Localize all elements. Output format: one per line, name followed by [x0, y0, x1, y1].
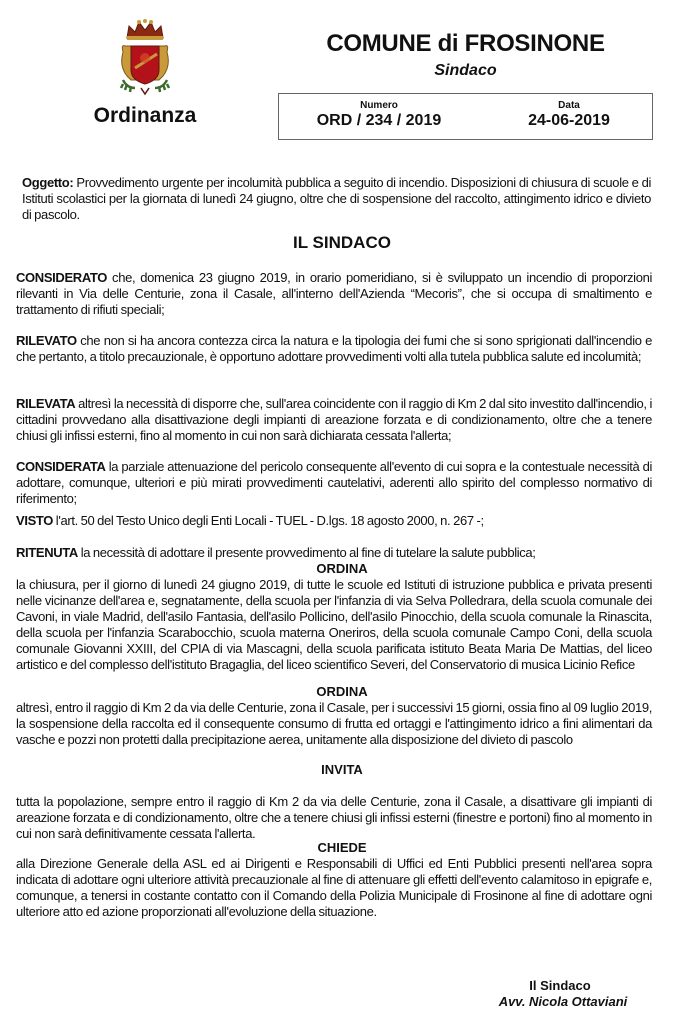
order-text-2: altresì, entro il raggio di Km 2 da via delle Centurie, zona il Casale, per i successivi 15 giorni, ossia fino al 09 luglio 2019, la sospensione della raccolta ed il consequente consumo di frutta ed ortaggi e l'attingimento idrico a fini alimentari da vasche e pozzi non protetti dalla precipitazione aerea, unitamente alla disposizione del divieto di pascolo — [16, 700, 652, 747]
heading-invita: INVITA — [321, 762, 363, 777]
recital-rilevata — [16, 396, 652, 444]
recital-ritenuta — [16, 545, 652, 561]
subject-text: Provvedimento urgente per incolumità pubblica a seguito di incendio. Disposizioni di chiusura di scuole e di Istituti scolastici per la giornata di lunedì 24 giugno, oltre che di sospensione del raccolto, attingimento idrico e divieto di pascolo. — [22, 175, 651, 222]
municipality-title: COMUNE di FROSINONE — [326, 30, 605, 57]
recital-considerata — [16, 459, 652, 507]
number-date-box — [278, 93, 653, 140]
number-field — [299, 100, 459, 130]
date-label: Data — [558, 100, 580, 111]
heading-chiede: CHIEDE — [317, 840, 367, 855]
recital-text: che non si ha ancora contezza circa la natura e la tipologia dei fumi che si sono sprigionati dall'incendio e che pertanto, a titolo precauzionale, è opportuno adottare provvedimenti volti alla tutela pubblica salute ed incolumità; — [16, 333, 652, 364]
date-value: 24-06-2019 — [528, 112, 610, 129]
recital-lead: VISTO — [16, 513, 54, 528]
crest-icon — [117, 18, 173, 98]
request-text: alla Direzione Generale della ASL ed ai Dirigenti e Responsabili di Uffici ed Enti Pubblici presenti nell'area sopra indicata di adottare ogni ulteriore attività precauzionale al fine di attenuare gli effetti dell'evento calamitoso in epigrafe e, comunque, a tenersi in costante contatto con il Comando della Polizia Municipale di Frosinone al fine di adottare ogni ulteriore atto ed azione proporzionati all'evoluzione della situazione. — [16, 856, 652, 919]
recital-rilevato — [16, 333, 652, 365]
municipality-subtitle: Sindaco — [434, 62, 497, 79]
recital-lead: RILEVATA — [16, 396, 76, 411]
recital-considerato — [16, 270, 652, 318]
recital-lead: RILEVATO — [16, 333, 77, 348]
recital-text: altresì la necessità di disporre che, sull'area coincidente con il raggio di Km 2 dal sito investito dall'incendio, i cittadini provvedano alla disattivazione degli impianti di areazione forzata e di condizionamento, oltre che a tenere chiusi gli infissi esterni, fino al momento in cui non sarà dichiarata cessata l'allerta; — [16, 396, 652, 443]
recital-text: che, domenica 23 giugno 2019, in orario pomeridiano, si è sviluppato un incendio di proporzioni rilevanti in Via delle Centurie, zona il Casale, all'interno dell'Azienda “Mecoris”, che si occupa di smaltimento e trattamento di rifiuti speciali; — [16, 270, 652, 317]
subject-label: Oggetto: — [22, 175, 74, 190]
recital-lead: RITENUTA — [16, 545, 78, 560]
subject-paragraph — [22, 175, 651, 223]
section-title: IL SINDACO — [293, 233, 391, 252]
invite-text: tutta la popolazione, sempre entro il raggio di Km 2 da via delle Centurie, zona il Casale, a disattivare gli impianti di areazione forzata e di condizionamento, oltre che a tenere chiusi gli infissi esterni (finestre e portoni) fino al momento in cui non sarà definitivamente cessata l'allerta. — [16, 794, 652, 841]
document-type: Ordinanza — [93, 104, 197, 127]
heading-ordina-1: ORDINA — [316, 561, 368, 576]
recital-text: la necessità di adottare il presente provvedimento al fine di tutelare la salute pubblica; — [77, 545, 536, 560]
signature-role: Il Sindaco — [529, 978, 591, 993]
recital-text: la parziale attenuazione del pericolo consequente all'evento di cui sopra e la contestuale necessità di adottare, comunque, ulteriori e più mirati provvedimenti cautelativi, aderenti allo spirito del complesso normativo di riferimento; — [16, 459, 652, 506]
recital-lead: CONSIDERATO — [16, 270, 108, 285]
heading-ordina-2: ORDINA — [316, 684, 368, 699]
order-text-1: la chiusura, per il giorno di lunedì 24 giugno 2019, di tutte le scuole ed Istituti di istruzione pubblica e privata presenti nelle vicinanze dell'area e, segnatamente, della scuola per l'infanzia di via Selva Polledrara, della scuola comunale dei Cavoni, in viale Madrid, dell'asilo Fantasia, dell'asilo Pollicino, dell'asilo Pinocchio, della scuola comunale la Rinascita, della scuola per l'infanzia Scarabocchio, scuola materna Oneriros, della scuola comunale Campo Coni, della scuola comunale Giovanni XXIII, del CPIA di via Mascagni, della scuola parificata istituto Beata Maria De Mattias, del liceo artistico e del complesso dell'istituto Bragaglia, del liceo scientifico Severi, del Conservatorio di musica Licinio Refice — [16, 577, 652, 672]
signature-name: Avv. Nicola Ottaviani — [498, 994, 628, 1009]
number-value: ORD / 234 / 2019 — [316, 112, 442, 129]
coat-of-arms-emblem — [117, 18, 173, 98]
date-field — [499, 100, 639, 130]
number-label: Numero — [360, 100, 398, 111]
recital-text: l'art. 50 del Testo Unico degli Enti Locali - TUEL - D.lgs. 18 agosto 2000, n. 267 -; — [53, 513, 484, 528]
recital-visto — [16, 513, 652, 529]
recital-lead: CONSIDERATA — [16, 459, 106, 474]
